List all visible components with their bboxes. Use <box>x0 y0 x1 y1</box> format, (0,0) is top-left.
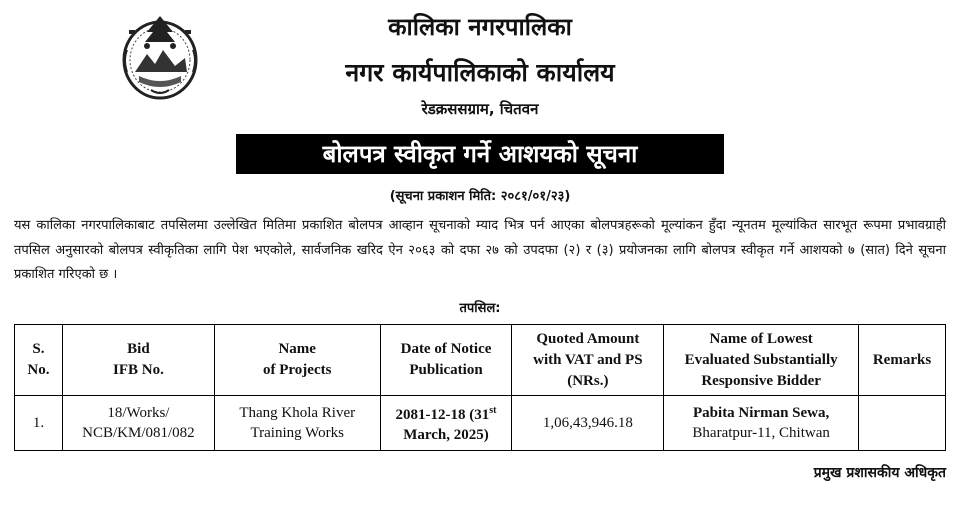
cell-ifb-number: 18/Works/ NCB/KM/081/082 <box>62 396 214 451</box>
table-row <box>15 396 946 451</box>
table-header-row <box>15 325 946 396</box>
header-quoted-amount: Quoted Amount with VAT and PS (NRs.) <box>512 325 664 396</box>
header-bid-ifb-no: Bid IFB No. <box>62 325 214 396</box>
details-label: तपसिल: <box>459 301 501 316</box>
bidder-address: Bharatpur-11, Chitwan <box>692 425 830 441</box>
cell-serial-number: 1. <box>15 396 63 451</box>
signatory-title: प्रमुख प्रशासकीय अधिकृत <box>813 465 946 481</box>
cell-bidder <box>664 396 859 451</box>
organization-name: कालिका नगरपालिका <box>388 13 572 41</box>
office-location: रेडक्रससग्राम, चितवन <box>421 100 539 118</box>
cell-notice-date: 2081-12-18 (31st March, 2025) <box>380 396 512 451</box>
notice-title-banner: बोलपत्र स्वीकृत गर्ने आशयको सूचना <box>236 134 724 174</box>
bidder-name: Pabita Nirman Sewa, <box>693 405 830 421</box>
publication-date: (सूचना प्रकाशन मिति: २०८१/०१/२३) <box>389 189 571 204</box>
header-remarks: Remarks <box>859 325 946 396</box>
cell-remarks <box>859 396 946 451</box>
cell-project-name: Thang Khola River Training Works <box>214 396 380 451</box>
bid-details-table <box>14 324 946 451</box>
header-lowest-bidder: Name of Lowest Evaluated Substantially Responsive Bidder <box>664 325 859 396</box>
cell-quoted-amount: 1,06,43,946.18 <box>512 396 664 451</box>
notice-body-paragraph: यस कालिका नगरपालिकाबाट तपसिलमा उल्लेखित मितिमा प्रकाशित बोलपत्र आव्हान सूचनाको म्याद भित्र पर्न आएका बोलपत्रहरूको मूल्यांकन हुँदा न्यूनतम मूल्यांकित सारभूत रूपमा प्रभावग्राही तपसिल अनुसारको बोलपत्र स्वीकृतिका लागि पेश भएकोले, सार्वजनिक खरिद ऐन २०६३ को दफा २७ को उपदफा (२) र (३) प्रयोजनका लागि बोलपत्र स्वीकृत गर्ने आशयको ७ (सात) दिने सूचना प्रकाशित गरिएको छ । <box>14 218 946 282</box>
header-project-name: Name of Projects <box>214 325 380 396</box>
header-notice-date: Date of Notice Publication <box>380 325 512 396</box>
office-name: नगर कार्यपालिकाको कार्यालय <box>345 58 615 87</box>
header-serial-number: S. No. <box>15 325 63 396</box>
